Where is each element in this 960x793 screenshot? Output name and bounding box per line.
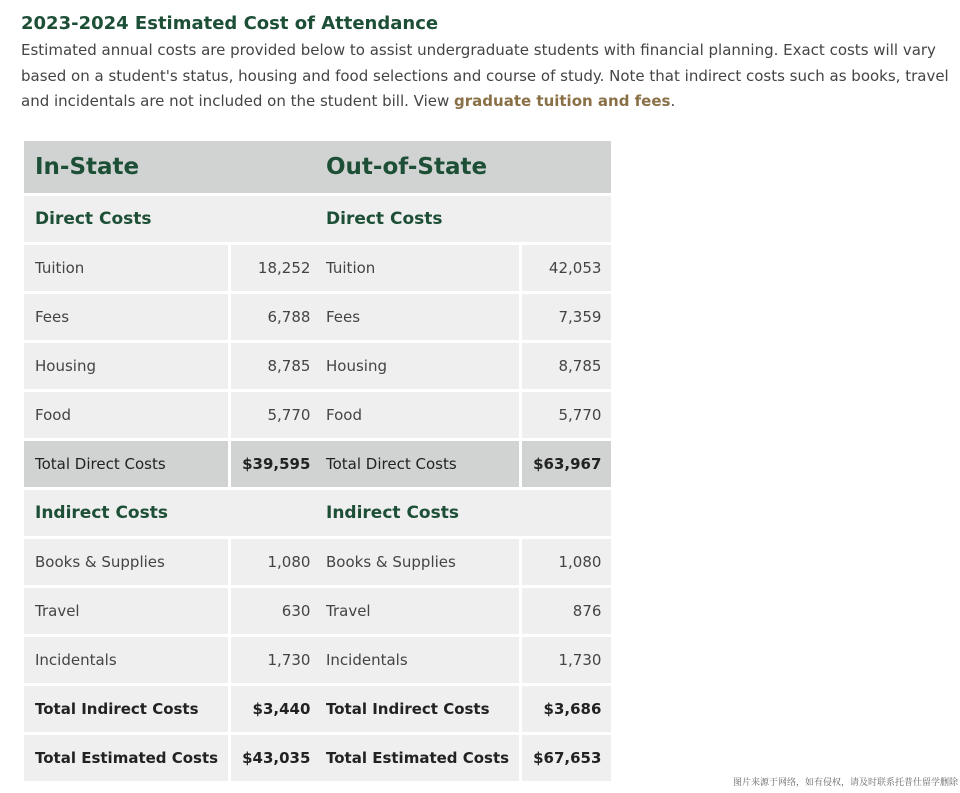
row-value: 1,730 xyxy=(231,637,320,683)
total-estimated-row xyxy=(315,735,611,781)
total-direct-row xyxy=(24,441,320,487)
intro-text: Estimated annual costs are provided below to assist undergraduate students with financial planning. Exact costs will vary based on a student's status, housing and food selections and course of study. Note that indirect costs such as books, travel and incidentals are not included on the student bill. View xyxy=(21,41,949,110)
table-row xyxy=(24,392,320,438)
row-label: Total Direct Costs xyxy=(315,441,519,487)
graduate-tuition-link[interactable]: graduate tuition and fees xyxy=(454,92,671,110)
table-row xyxy=(24,588,320,634)
row-label: Food xyxy=(315,392,519,438)
row-label: Incidentals xyxy=(24,637,228,683)
row-label: Travel xyxy=(24,588,228,634)
row-value: 876 xyxy=(522,588,611,634)
row-label: Fees xyxy=(315,294,519,340)
table-row xyxy=(24,343,320,389)
total-direct-row xyxy=(315,441,611,487)
row-value: $3,686 xyxy=(522,686,611,732)
row-value: $43,035 xyxy=(231,735,320,781)
row-value: 8,785 xyxy=(522,343,611,389)
row-label: Books & Supplies xyxy=(315,539,519,585)
table-row xyxy=(315,343,611,389)
intro-paragraph xyxy=(21,38,951,115)
row-label: Total Indirect Costs xyxy=(24,686,228,732)
table-row xyxy=(315,392,611,438)
row-label: Total Estimated Costs xyxy=(24,735,228,781)
table-row xyxy=(24,539,320,585)
row-label: Fees xyxy=(24,294,228,340)
row-value: 5,770 xyxy=(231,392,320,438)
row-label: Travel xyxy=(315,588,519,634)
table-row xyxy=(315,294,611,340)
row-label: Incidentals xyxy=(315,637,519,683)
row-label: Tuition xyxy=(24,245,228,291)
row-label: Total Estimated Costs xyxy=(315,735,519,781)
total-estimated-row xyxy=(24,735,320,781)
out-of-state-title: Out-of-State xyxy=(315,141,611,193)
row-label: Tuition xyxy=(315,245,519,291)
row-value: 630 xyxy=(231,588,320,634)
row-label: Total Indirect Costs xyxy=(315,686,519,732)
watermark-text: 图片来源于网络，如有侵权，请及时联系托普仕留学删除 xyxy=(732,778,958,788)
row-value: 7,359 xyxy=(522,294,611,340)
intro-end: . xyxy=(670,92,676,110)
row-label: Housing xyxy=(24,343,228,389)
out-of-state-indirect-heading: Indirect Costs xyxy=(315,490,611,536)
row-label: Housing xyxy=(315,343,519,389)
in-state-table xyxy=(21,138,323,784)
out-of-state-table xyxy=(312,138,614,784)
table-row xyxy=(24,245,320,291)
table-row xyxy=(315,539,611,585)
row-value: 18,252 xyxy=(231,245,320,291)
row-value: $39,595 xyxy=(231,441,320,487)
page-title: 2023-2024 Estimated Cost of Attendance xyxy=(21,13,439,34)
row-value: 1,730 xyxy=(522,637,611,683)
row-label: Books & Supplies xyxy=(24,539,228,585)
row-value: $63,967 xyxy=(522,441,611,487)
table-row xyxy=(315,637,611,683)
row-value: 42,053 xyxy=(522,245,611,291)
total-indirect-row xyxy=(24,686,320,732)
row-value: 8,785 xyxy=(231,343,320,389)
in-state-direct-heading: Direct Costs xyxy=(24,196,320,242)
table-row xyxy=(24,637,320,683)
out-of-state-direct-heading: Direct Costs xyxy=(315,196,611,242)
row-value: 5,770 xyxy=(522,392,611,438)
table-row xyxy=(315,588,611,634)
in-state-indirect-heading: Indirect Costs xyxy=(24,490,320,536)
row-label: Total Direct Costs xyxy=(24,441,228,487)
table-row xyxy=(24,294,320,340)
row-value: 6,788 xyxy=(231,294,320,340)
row-value: 1,080 xyxy=(522,539,611,585)
row-value: $67,653 xyxy=(522,735,611,781)
in-state-title: In-State xyxy=(24,141,320,193)
table-row xyxy=(315,245,611,291)
total-indirect-row xyxy=(315,686,611,732)
row-value: 1,080 xyxy=(231,539,320,585)
row-label: Food xyxy=(24,392,228,438)
row-value: $3,440 xyxy=(231,686,320,732)
